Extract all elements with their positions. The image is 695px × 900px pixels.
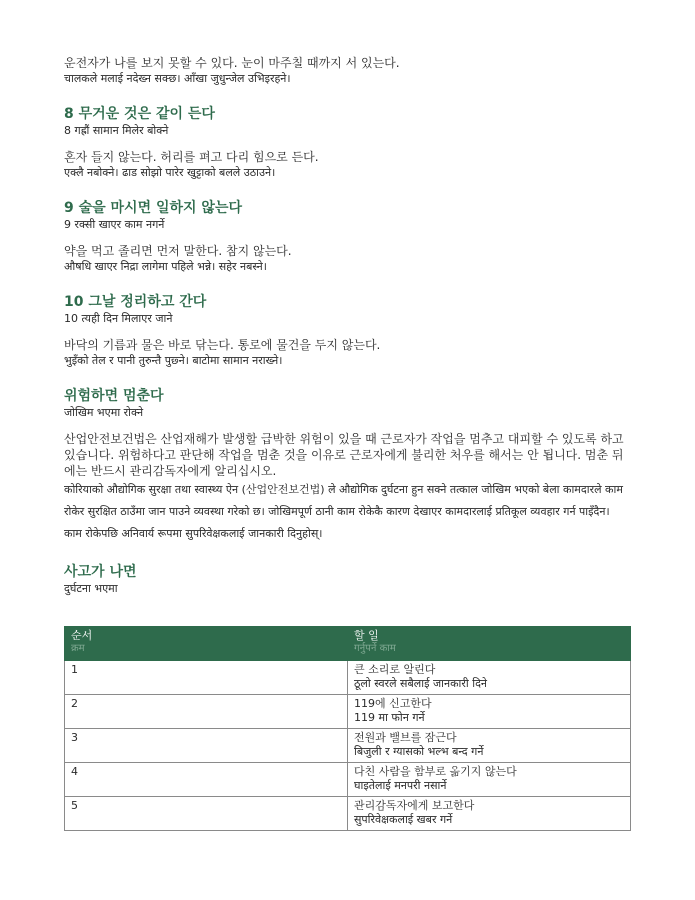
step-number: 3 — [65, 729, 348, 763]
danger-section — [64, 387, 631, 545]
step-task — [348, 763, 631, 797]
step-task-ko: 관리감독자에게 보고한다 — [354, 799, 475, 812]
rule-9-ko: 약을 먹고 졸리면 먼저 말한다. 참지 않는다. — [64, 244, 292, 258]
accident-section — [64, 563, 631, 597]
table-header-task-ne: गर्नुपर्ने काम — [354, 643, 396, 654]
accident-title: 사고가 나면 — [64, 564, 137, 580]
rule-8-section — [64, 105, 631, 181]
table-row — [65, 797, 631, 831]
step-task — [348, 661, 631, 695]
step-number: 1 — [65, 661, 348, 695]
step-task — [348, 797, 631, 831]
table-header-task-ko: 할 일 — [354, 629, 379, 642]
intro-ne: चालकले मलाई नदेख्न सक्छ। आँखा जुधुन्जेल उभिइरहने। — [64, 72, 291, 85]
step-task-ne: बिजुली र ग्यासको भल्भ बन्द गर्ने — [354, 745, 484, 758]
table-row — [65, 729, 631, 763]
accident-steps-table — [64, 626, 631, 831]
intro-ko: 운전자가 나를 보지 못할 수 있다. 눈이 마주칠 때까지 서 있는다. — [64, 56, 400, 70]
table-header-order-ne: क्रम — [71, 643, 85, 654]
step-task-ko: 큰 소리로 알린다 — [354, 663, 436, 676]
rule-10-ne: भुइँको तेल र पानी तुरुन्तै पुछ्ने। बाटोमा सामान नराख्ने। — [64, 354, 283, 367]
step-number: 4 — [65, 763, 348, 797]
table-header-row — [65, 627, 631, 661]
document-body — [64, 55, 631, 607]
rule-10-title: 10 그날 정리하고 간다 — [64, 294, 207, 310]
step-task-ko: 다친 사람을 함부로 옮기지 않는다 — [354, 765, 517, 778]
table-row — [65, 763, 631, 797]
table-header-task — [348, 627, 631, 661]
rule-10-ko: 바닥의 기름과 물은 바로 닦는다. 통로에 물건을 두지 않는다. — [64, 338, 381, 352]
rule-10-title-ne: 10 त्यही दिन मिलाएर जाने — [64, 312, 173, 325]
rule-9-ne: औषधि खाएर निद्रा लागेमा पहिले भन्ने। सहेर नबस्ने। — [64, 260, 267, 273]
rule-9-title: 9 술을 마시면 일하지 않는다 — [64, 200, 243, 216]
step-number: 2 — [65, 695, 348, 729]
step-task — [348, 729, 631, 763]
table-header-order-ko: 순서 — [71, 629, 93, 642]
danger-ko: 산업안전보건법은 산업재해가 발생할 급박한 위험이 있을 때 근로자가 작업을 멈추고 대피할 수 있도록 하고 있습니다. 위험하다고 판단해 작업을 멈춘 것을 이유로 근로자에게 불리한 처우를 해서는 안 됩니다. 멈춘 뒤에는 반드시 관리감독자에게 알리십시오. — [64, 432, 624, 478]
table-row — [65, 661, 631, 695]
rule-9-section — [64, 199, 631, 275]
rule-8-ko: 혼자 들지 않는다. 허리를 펴고 다리 힘으로 든다. — [64, 150, 319, 164]
step-task-ne: सुपरिवेक्षकलाई खबर गर्ने — [354, 813, 453, 826]
rule-8-title: 8 무거운 것은 같이 든다 — [64, 106, 215, 122]
table-header-order — [65, 627, 348, 661]
danger-title-ne: जोखिम भएमा रोक्ने — [64, 406, 144, 419]
rule-8-ne: एक्लै नबोक्ने। ढाड सोझो पारेर खुट्टाको बलले उठाउने। — [64, 166, 276, 179]
step-task-ne: 119 मा फोन गर्ने — [354, 711, 425, 724]
danger-ne: कोरियाको औद्योगिक सुरक्षा तथा स्वास्थ्य ऐन (산업안전보건법) ले औद्योगिक दुर्घटना हुन सक्ने तत्काल जोखिम भएको बेला कामदारले काम रोकेर सुरक्षित ठाउँमा जान पाउने व्यवस्था गरेको छ। जोखिमपूर्ण ठानी काम रोकेकै कारण देखाएर कामदारलाई प्रतिकूल व्यवहार गर्न पाइँदैन। काम रोकेपछि अनिवार्य रूपमा सुपरिवेक्षकलाई जानकारी दिनुहोस्। — [64, 483, 623, 540]
rule-10-section — [64, 293, 631, 369]
table-row — [65, 695, 631, 729]
rule-9-title-ne: 9 रक्सी खाएर काम नगर्ने — [64, 218, 165, 231]
step-task-ko: 전원과 밸브를 잠근다 — [354, 731, 457, 744]
rule-8-title-ne: 8 गह्रौं सामान मिलेर बोक्ने — [64, 124, 169, 137]
step-number: 5 — [65, 797, 348, 831]
step-task — [348, 695, 631, 729]
step-task-ne: घाइतेलाई मनपरी नसार्ने — [354, 779, 447, 792]
accident-title-ne: दुर्घटना भएमा — [64, 582, 118, 595]
step-task-ne: ठूलो स्वरले सबैलाई जानकारी दिने — [354, 677, 488, 690]
step-task-ko: 119에 신고한다 — [354, 697, 432, 710]
danger-title: 위험하면 멈춘다 — [64, 388, 164, 404]
